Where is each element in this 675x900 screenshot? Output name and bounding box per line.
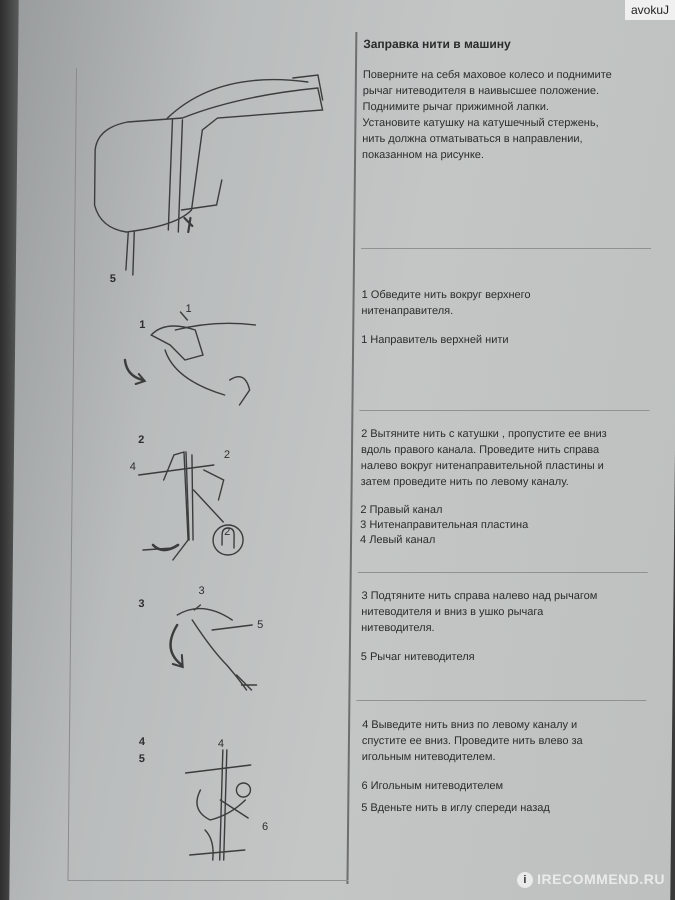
intro-line: рычаг нитеводителя в наивысшее положение. <box>362 85 600 97</box>
manual-page <box>9 0 675 900</box>
step-2-line: 2 Вытяните нить с катушки , пропустите ее вниз <box>361 428 607 440</box>
step-2-legend: 4 Левый канал <box>359 534 436 546</box>
step-1-line: 1 Обведите нить вокруг верхнего <box>361 289 531 301</box>
column-divider <box>346 32 357 884</box>
figure-label: 5 <box>138 753 145 765</box>
step-4-line: спустите ее вниз. Проведите нить влево за <box>361 735 583 747</box>
step-3-line: нитеводителя и вниз в ушко рычага <box>361 606 544 618</box>
needle-drawing-4 <box>185 750 251 860</box>
step-3-line: 3 Подтяните нить справа налево над рычагом <box>361 590 598 602</box>
step-4-line: игольным нитеводителем. <box>361 751 496 763</box>
step-2-legend: 3 Нитенаправительная пластина <box>360 519 529 531</box>
figure-label: 4 <box>217 738 225 750</box>
figure-label: 3 <box>138 598 145 610</box>
figure-label: 3 <box>198 585 205 597</box>
figure-label: 5 <box>257 619 264 631</box>
step-2-legend: 2 Правый канал <box>360 504 443 516</box>
figure-label: 2 <box>223 449 231 461</box>
figure-label: 5 <box>109 273 116 285</box>
step-2-line: налево вокруг нитенаправительной пластины и <box>360 460 604 472</box>
step-4-legend: 5 Вденьте нить в иглу спереди назад <box>361 802 550 814</box>
user-watermark: avokuJ <box>625 0 675 20</box>
step-1-legend: 1 Направитель верхней нити <box>361 334 509 346</box>
figure-label: 6 <box>261 821 269 833</box>
step-4-line: 4 Выведите нить вниз по левому каналу и <box>362 719 578 731</box>
intro-line: нить должна отматываться в направлении, <box>362 133 583 145</box>
step-2-line: затем проведите нить по левому каналу. <box>360 476 569 488</box>
separator <box>356 700 646 701</box>
recommend-logo-icon: i <box>517 872 533 888</box>
figure-label: 4 <box>129 461 137 473</box>
step-3-legend: 5 Рычаг нитеводителя <box>360 651 475 663</box>
step-4-legend: 6 Игольным нитеводителем <box>361 780 504 792</box>
machine-head-drawing <box>94 75 323 275</box>
step-2-line: вдоль правого канала. Проведите нить справа <box>360 444 600 456</box>
intro-line: Поверните на себя маховое колесо и поднимите <box>362 69 612 81</box>
threading-illustrations <box>9 0 348 900</box>
intro-line: показанном на рисунке. <box>362 149 485 161</box>
separator <box>359 410 649 411</box>
step-3-line: нитеводителя. <box>361 622 435 634</box>
recommend-logo-text: IRECOMMEND.RU <box>537 870 665 887</box>
figure-label: 2 <box>138 434 145 446</box>
separator <box>361 248 651 249</box>
figure-label: 4 <box>138 736 146 748</box>
figure-label: 1 <box>139 319 146 331</box>
figure-label: 2 <box>224 526 231 538</box>
figure-label: 1 <box>185 303 192 315</box>
recommend-logo <box>517 871 665 888</box>
lever-drawing-3 <box>170 605 257 690</box>
channel-drawing-2 <box>138 452 244 560</box>
step-1-line: нитенаправителя. <box>361 305 454 317</box>
intro-line: Установите катушку на катушечный стержень, <box>362 117 599 129</box>
separator <box>358 572 648 573</box>
intro-line: Поднимите рычаг прижимной лапки. <box>362 101 549 113</box>
section-title: Заправка нити в машину <box>363 37 511 51</box>
